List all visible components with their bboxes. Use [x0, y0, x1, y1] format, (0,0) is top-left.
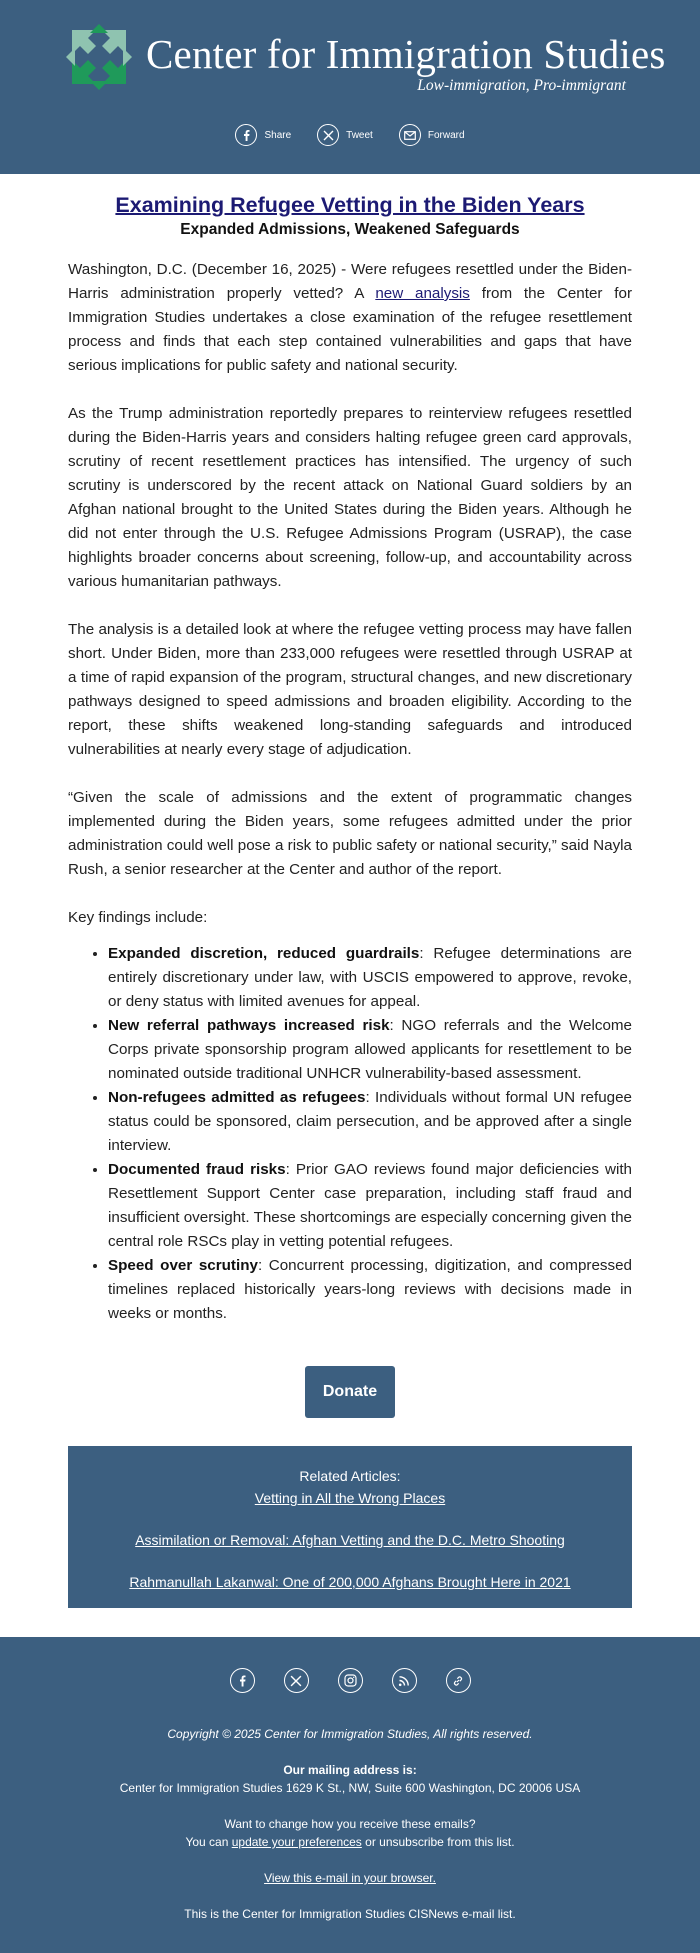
x-icon — [317, 124, 339, 146]
social-links — [0, 1668, 700, 1693]
view-in-browser-link[interactable]: View this e-mail in your browser. — [264, 1871, 436, 1885]
view-in-browser — [0, 1869, 700, 1887]
related-link[interactable]: Assimilation or Removal: Afghan Vetting and the D.C. Metro Shooting — [135, 1532, 565, 1548]
link-icon[interactable] — [446, 1668, 471, 1693]
email-icon — [399, 124, 421, 146]
rss-icon[interactable] — [392, 1668, 417, 1693]
finding-item — [108, 1158, 632, 1254]
you-can-text: You can — [185, 1835, 232, 1849]
tweet-label: Tweet — [346, 129, 373, 141]
finding-heading: New referral pathways increased risk — [108, 1017, 390, 1034]
article-body — [0, 192, 700, 1608]
related-link[interactable]: Vetting in All the Wrong Places — [254, 1490, 446, 1506]
facebook-icon[interactable] — [230, 1668, 255, 1693]
finding-heading: Non-refugees admitted as refugees — [108, 1089, 366, 1106]
paragraph-quote: “Given the scale of admissions and the extent of programmatic changes implemented during the Biden years, some refugees admitted under the prior administration could well pose a risk to public safety or national security,” said Nayla Rush, a senior researcher at the Center and author of the report. — [68, 789, 632, 878]
paragraph-context: As the Trump administration reportedly prepares to reinterview refugees resettled during the Biden-Harris years and considers halting refugee green card approvals, scrutiny of recent resettlement practices has intensified. The urgency of such scrutiny is underscored by the recent attack on National Guard soldiers by an Afghan national brought to the United States during the Biden years. Although he did not enter through the U.S. Refugee Admissions Program (USRAP), the case highlights broader concerns about screening, follow-up, and accountability across various humanitarian pathways. — [68, 405, 632, 590]
finding-item — [108, 1086, 632, 1158]
share-bar — [0, 124, 700, 146]
copyright: Copyright © 2025 Center for Immigration Studies, All rights reserved. — [167, 1727, 533, 1741]
finding-text: : NGO referrals and the Welcome Corps private sponsorship program allowed applicants for resettlement to be nominated outside traditional UNHCR vulnerability-based assessment. — [108, 1017, 632, 1082]
findings-intro: Key findings include: — [68, 909, 208, 926]
paragraph-intro — [68, 258, 632, 378]
article-title-link[interactable]: Examining Refugee Vetting in the Biden Years — [115, 193, 585, 217]
finding-item — [108, 942, 632, 1014]
forward-button[interactable] — [399, 124, 465, 146]
donate-container — [68, 1366, 632, 1418]
finding-heading: Speed over scrutiny — [108, 1257, 258, 1274]
update-preferences-link[interactable]: update your preferences — [231, 1835, 362, 1849]
findings-list — [68, 942, 632, 1326]
logo-mark-icon — [66, 24, 132, 90]
finding-text: : Refugee determinations are entirely discretionary under law, with USCIS empowered to approve, revoke, or deny status with limited avenues for appeal. — [108, 945, 632, 1010]
change-question: Want to change how you receive these emails? — [224, 1817, 476, 1831]
logo[interactable] — [66, 24, 666, 96]
finding-heading: Expanded discretion, reduced guardrails — [108, 945, 420, 962]
article-subtitle: Expanded Admissions, Weakened Safeguards — [180, 221, 520, 238]
new-analysis-link[interactable]: new analysis — [375, 285, 470, 302]
finding-heading: Documented fraud risks — [108, 1161, 286, 1178]
donate-button[interactable]: Donate — [305, 1366, 395, 1418]
paragraph-analysis: The analysis is a detailed look at where the refugee vetting process may have fallen short. Under Biden, more than 233,000 refugees were resettled through USRAP at a time of rapid expansion of the program, structural changes, and new discretionary pathways designed to speed admissions and broaden eligibility. According to the report, these shifts weakened long-standing safeguards and introduced vulnerabilities at nearly every stage of adjudication. — [68, 621, 632, 758]
mailing-heading: Our mailing address is: — [283, 1763, 417, 1777]
finding-text: : Individuals without formal UN refugee status could be sponsored, claim persecution, and be approved after a single interview. — [108, 1089, 632, 1154]
x-icon[interactable] — [284, 1668, 309, 1693]
instagram-icon[interactable] — [338, 1668, 363, 1693]
paragraph-text: Washington, D.C. (December 16, 2025) - Were refugees resettled under the Biden-Harris administration properly vetted? A — [68, 261, 632, 302]
finding-text: : Concurrent processing, digitization, and compressed timelines replaced historically years-long reviews with decisions made in weeks or months. — [108, 1257, 632, 1322]
tagline: Low-immigration, Pro-immigrant — [417, 77, 626, 94]
paragraph-text: from the Center for Immigration Studies undertakes a close examination of the refugee resettlement process and finds that each step contained vulnerabilities and gaps that have serious implications for public safety and national security. — [68, 285, 632, 374]
related-articles — [68, 1446, 632, 1608]
unsubscribe-text: or unsubscribe from this list. — [361, 1835, 515, 1849]
email-footer — [0, 1637, 700, 1953]
related-link[interactable]: Rahmanullah Lakanwal: One of 200,000 Afghans Brought Here in 2021 — [129, 1574, 571, 1590]
finding-item — [108, 1254, 632, 1326]
mailing-address-text: Center for Immigration Studies 1629 K St., NW, Suite 600 Washington, DC 20006 USA — [119, 1781, 581, 1795]
org-name: Center for Immigration Studies — [146, 31, 666, 77]
finding-item — [108, 1014, 632, 1086]
forward-label: Forward — [427, 129, 465, 141]
share-label: Share — [264, 129, 292, 141]
share-facebook-button[interactable] — [235, 124, 291, 146]
email-header — [0, 0, 700, 174]
facebook-icon — [235, 124, 257, 146]
preferences-note — [0, 1815, 700, 1851]
related-heading: Related Articles: — [299, 1468, 401, 1484]
list-note: This is the Center for Immigration Studies CISNews e-mail list. — [184, 1907, 516, 1921]
tweet-button[interactable] — [317, 124, 373, 146]
article-title — [68, 192, 632, 218]
mailing-address — [0, 1761, 700, 1797]
finding-text: : Prior GAO reviews found major deficiencies with Resettlement Support Center case preparation, including staff fraud and insufficient oversight. These shortcomings are especially concerning given the central role RSCs play in vetting potential refugees. — [108, 1161, 632, 1250]
